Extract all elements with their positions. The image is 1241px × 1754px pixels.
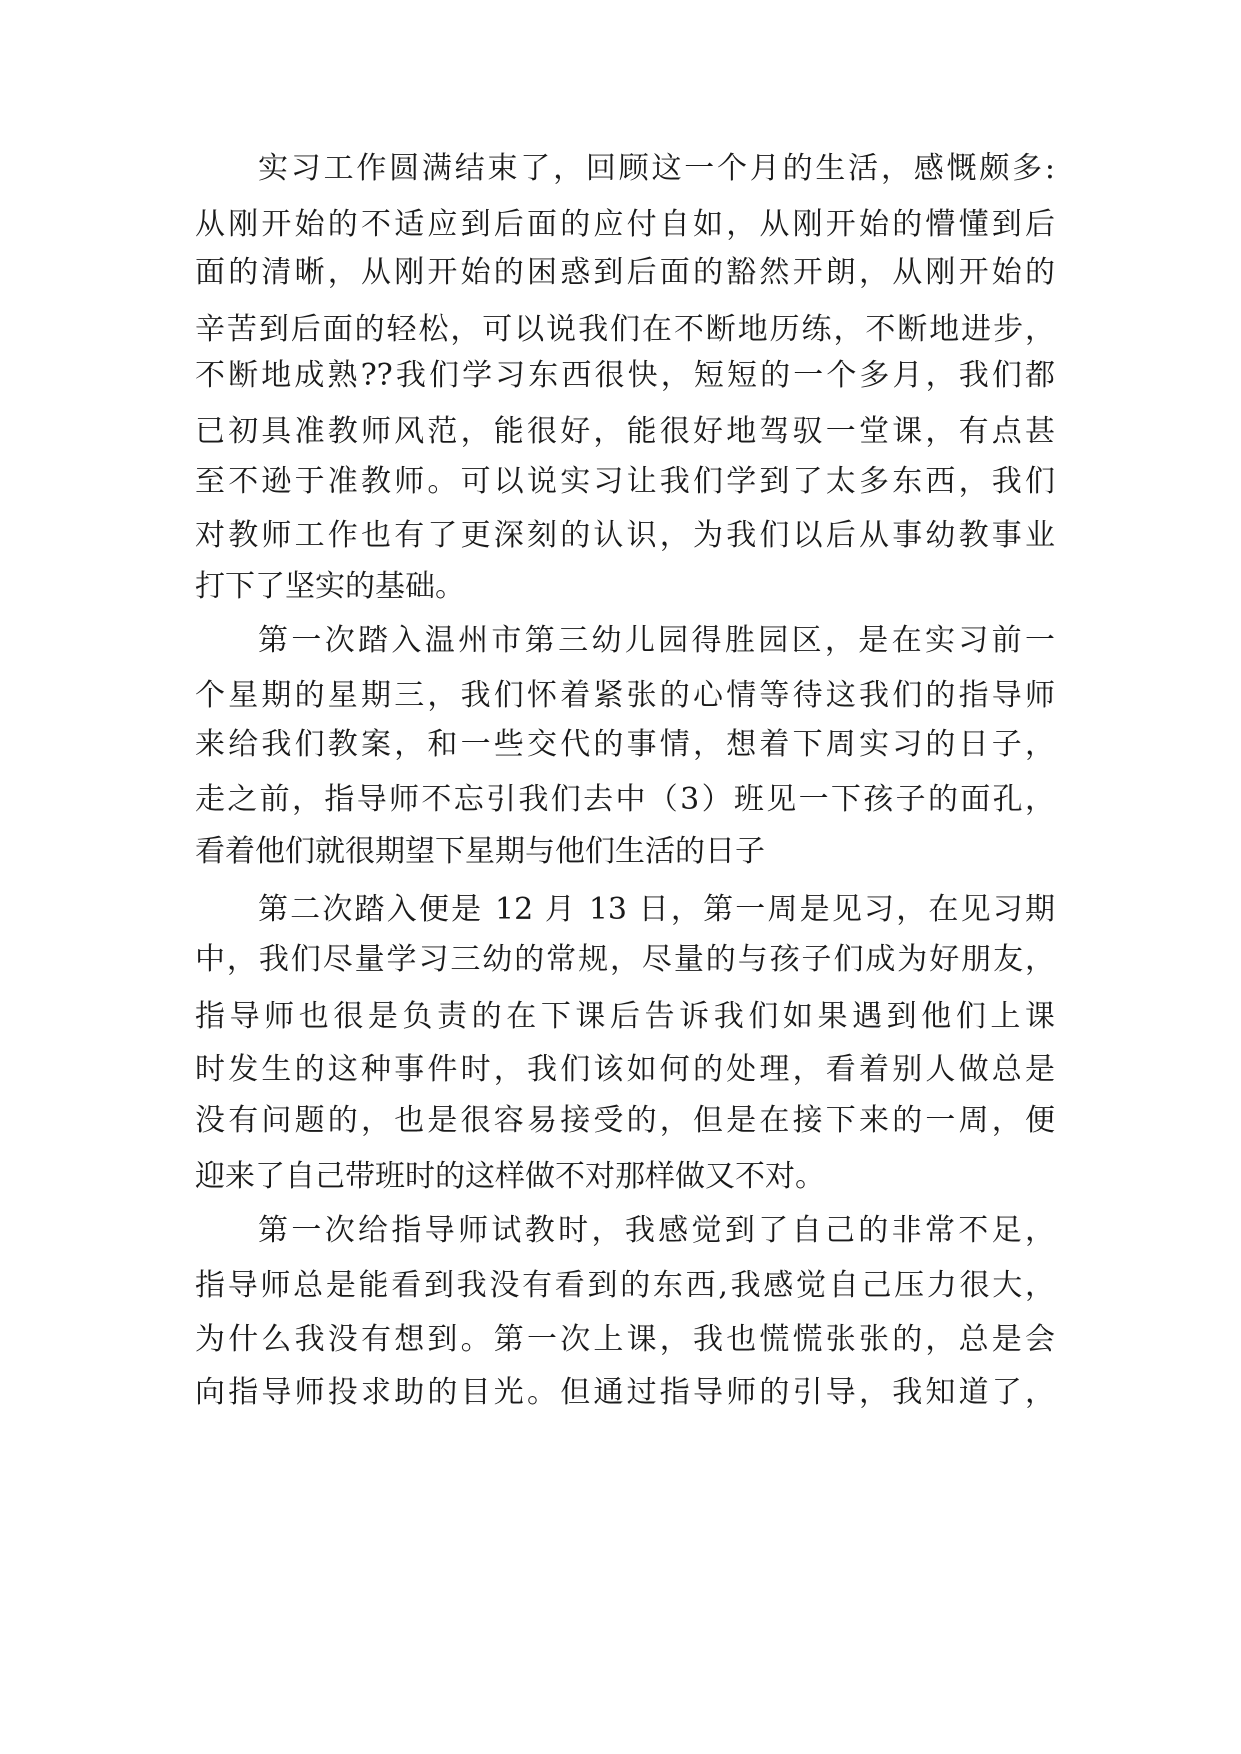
paragraph-2-line-5: 看着他们就很期望下星期与他们生活的日子 [195, 834, 765, 869]
paragraph-2-line-3: 来给我们教案，和一些交代的事情，想着下周实习的日子， [195, 727, 1055, 762]
paragraph-3-line-2: 中，我们尽量学习三幼的常规，尽量的与孩子们成为好朋友， [195, 942, 1055, 977]
paragraph-4-line-4: 向指导师投求助的目光。但通过指导师的引导，我知道了， [195, 1375, 1055, 1410]
paragraph-1-line-3: 面的清晰，从刚开始的困惑到后面的豁然开朗，从刚开始的 [195, 255, 1055, 290]
paragraph-4-line-2: 指导师总是能看到我没有看到的东西,我感觉自己压力很大， [195, 1268, 1055, 1303]
paragraph-1-line-5: 不断地成熟??我们学习东西很快，短短的一个多月，我们都 [195, 358, 1055, 393]
paragraph-2-line-4: 走之前，指导师不忘引我们去中（3）班见一下孩子的面孔， [195, 782, 1055, 817]
paragraph-2-line-1: 第一次踏入温州市第三幼儿园得胜园区，是在实习前一 [258, 623, 1055, 658]
paragraph-1-line-7: 至不逊于准教师。可以说实习让我们学到了太多东西，我们 [195, 464, 1055, 499]
paragraph-3-line-4: 时发生的这种事件时，我们该如何的处理，看着别人做总是 [195, 1052, 1055, 1087]
paragraph-1-line-6: 已初具准教师风范，能很好，能很好地驾驭一堂课，有点甚 [195, 414, 1055, 449]
paragraph-1-line-9: 打下了坚实的基础。 [195, 569, 465, 604]
paragraph-1-line-4: 辛苦到后面的轻松，可以说我们在不断地历练，不断地进步， [195, 312, 1055, 347]
paragraph-1-line-8: 对教师工作也有了更深刻的认识，为我们以后从事幼教事业 [195, 518, 1055, 553]
paragraph-3-line-3: 指导师也很是负责的在下课后告诉我们如果遇到他们上课 [195, 999, 1055, 1034]
paragraph-4-line-1: 第一次给指导师试教时，我感觉到了自己的非常不足， [258, 1213, 1055, 1248]
paragraph-4-line-3: 为什么我没有想到。第一次上课，我也慌慌张张的，总是会 [195, 1322, 1055, 1357]
paragraph-3-line-6: 迎来了自己带班时的这样做不对那样做又不对。 [195, 1159, 825, 1194]
paragraph-3-line-5: 没有问题的，也是很容易接受的，但是在接下来的一周，便 [195, 1103, 1055, 1138]
paragraph-1-line-1: 实习工作圆满结束了，回顾这一个月的生活，感慨颇多: [258, 151, 1055, 186]
paragraph-3-line-1: 第二次踏入便是 12 月 13 日，第一周是见习，在见习期 [258, 892, 1055, 927]
paragraph-1-line-2: 从刚开始的不适应到后面的应付自如，从刚开始的懵懂到后 [195, 207, 1055, 242]
paragraph-2-line-2: 个星期的星期三，我们怀着紧张的心情等待这我们的指导师 [195, 678, 1055, 713]
